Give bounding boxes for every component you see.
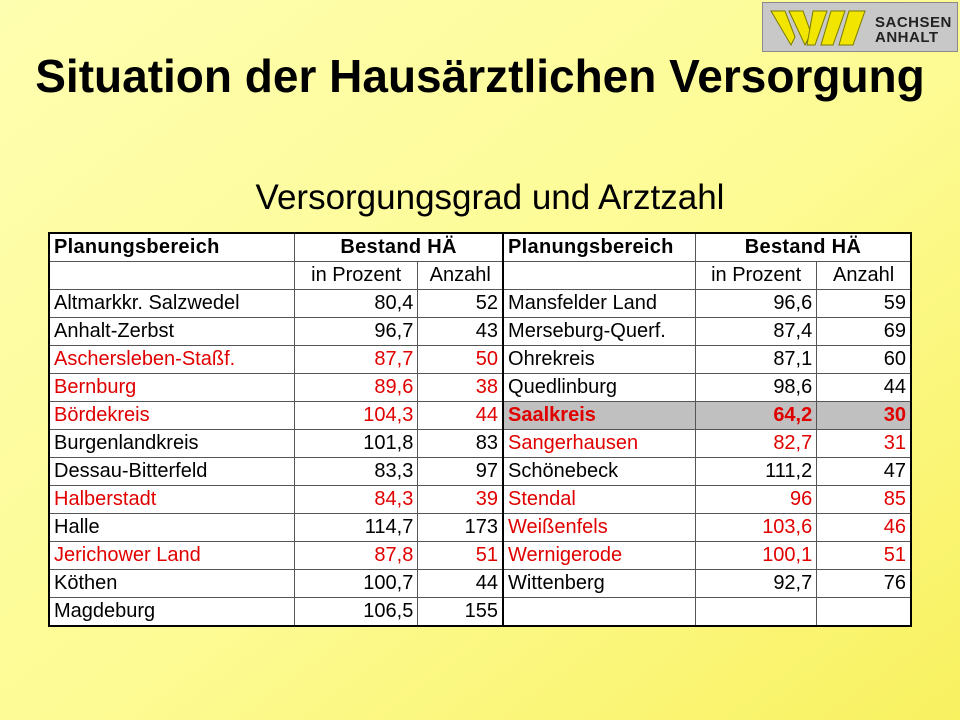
table-row [49, 374, 911, 402]
right-area-name-cell: Schönebeck [503, 458, 695, 486]
page-title: Situation der Hausärztlichen Versorgung [35, 50, 925, 102]
left-area-name-cell: Anhalt-Zerbst [49, 318, 295, 346]
table-row [49, 318, 911, 346]
left-area-name-cell: Bernburg [49, 374, 295, 402]
left-percent-cell: 114,7 [295, 514, 418, 542]
left-count-cell: 44 [418, 402, 503, 430]
table-row [49, 430, 911, 458]
header-area-left: Planungsbereich [49, 233, 295, 262]
left-percent-cell: 87,7 [295, 346, 418, 374]
left-count-cell: 39 [418, 486, 503, 514]
subheader-row [49, 262, 911, 290]
right-percent-cell: 100,1 [695, 542, 816, 570]
header-stock-left: Bestand HÄ [295, 233, 503, 262]
left-count-cell: 38 [418, 374, 503, 402]
right-percent-cell: 98,6 [695, 374, 816, 402]
right-area-name-cell [503, 598, 695, 627]
left-count-cell: 51 [418, 542, 503, 570]
table-row [49, 458, 911, 486]
left-count-cell: 44 [418, 570, 503, 598]
right-area-name-cell: Ohrekreis [503, 346, 695, 374]
right-count-cell: 76 [817, 570, 911, 598]
left-count-cell: 52 [418, 290, 503, 318]
left-percent-cell: 96,7 [295, 318, 418, 346]
left-percent-cell: 84,3 [295, 486, 418, 514]
right-count-cell: 69 [817, 318, 911, 346]
right-percent-cell: 87,4 [695, 318, 816, 346]
right-percent-cell: 87,1 [695, 346, 816, 374]
right-percent-cell: 111,2 [695, 458, 816, 486]
right-area-name-cell: Merseburg-Querf. [503, 318, 695, 346]
left-count-cell: 155 [418, 598, 503, 627]
logo-mark-icon [769, 7, 869, 49]
table-row [49, 542, 911, 570]
right-count-cell: 46 [817, 514, 911, 542]
right-percent-cell: 82,7 [695, 430, 816, 458]
table-row [49, 486, 911, 514]
table-row [49, 570, 911, 598]
page-subtitle: Versorgungsgrad und Arztzahl [255, 178, 725, 217]
right-count-cell: 59 [817, 290, 911, 318]
right-count-cell: 51 [817, 542, 911, 570]
right-count-cell: 60 [817, 346, 911, 374]
right-percent-cell: 96 [695, 486, 816, 514]
left-area-name-cell: Bördekreis [49, 402, 295, 430]
left-area-name-cell: Köthen [49, 570, 295, 598]
right-percent-cell: 96,6 [695, 290, 816, 318]
left-area-name-cell: Magdeburg [49, 598, 295, 627]
right-percent-cell: 92,7 [695, 570, 816, 598]
right-percent-cell: 64,2 [695, 402, 816, 430]
right-area-name-cell: Weißenfels [503, 514, 695, 542]
left-percent-cell: 87,8 [295, 542, 418, 570]
subheader-percent-left: in Prozent [295, 262, 418, 290]
left-count-cell: 97 [418, 458, 503, 486]
right-count-cell: 47 [817, 458, 911, 486]
subheader-blank-right [503, 262, 695, 290]
supply-table [48, 232, 912, 627]
logo-line-1: SACHSEN [875, 14, 952, 31]
left-count-cell: 43 [418, 318, 503, 346]
left-area-name-cell: Jerichower Land [49, 542, 295, 570]
left-area-name-cell: Altmarkkr. Salzwedel [49, 290, 295, 318]
table-row [49, 346, 911, 374]
left-percent-cell: 104,3 [295, 402, 418, 430]
right-area-name-cell: Wittenberg [503, 570, 695, 598]
subheader-count-left: Anzahl [418, 262, 503, 290]
right-area-name-cell: Wernigerode [503, 542, 695, 570]
sachsen-anhalt-logo [762, 2, 958, 52]
subheader-percent-right: in Prozent [695, 262, 816, 290]
header-row [49, 233, 911, 262]
left-count-cell: 173 [418, 514, 503, 542]
header-area-right: Planungsbereich [503, 233, 695, 262]
right-count-cell [817, 598, 911, 627]
right-area-name-cell: Sangerhausen [503, 430, 695, 458]
left-count-cell: 83 [418, 430, 503, 458]
table-row [49, 514, 911, 542]
left-count-cell: 50 [418, 346, 503, 374]
left-percent-cell: 106,5 [295, 598, 418, 627]
right-area-name-cell: Quedlinburg [503, 374, 695, 402]
right-area-name-cell: Mansfelder Land [503, 290, 695, 318]
right-area-name-cell: Stendal [503, 486, 695, 514]
left-area-name-cell: Burgenlandkreis [49, 430, 295, 458]
logo-line-2: ANHALT [875, 29, 939, 46]
right-area-name-cell: Saalkreis [503, 402, 695, 430]
table-row [49, 598, 911, 627]
right-count-cell: 85 [817, 486, 911, 514]
table-row [49, 402, 911, 430]
left-percent-cell: 83,3 [295, 458, 418, 486]
left-area-name-cell: Halle [49, 514, 295, 542]
right-percent-cell [695, 598, 816, 627]
table-row [49, 290, 911, 318]
header-stock-right: Bestand HÄ [695, 233, 911, 262]
left-area-name-cell: Dessau-Bitterfeld [49, 458, 295, 486]
left-percent-cell: 100,7 [295, 570, 418, 598]
left-area-name-cell: Halberstadt [49, 486, 295, 514]
right-percent-cell: 103,6 [695, 514, 816, 542]
left-percent-cell: 80,4 [295, 290, 418, 318]
right-count-cell: 44 [817, 374, 911, 402]
right-count-cell: 30 [817, 402, 911, 430]
right-count-cell: 31 [817, 430, 911, 458]
subheader-count-right: Anzahl [817, 262, 911, 290]
left-area-name-cell: Aschersleben-Staßf. [49, 346, 295, 374]
left-percent-cell: 89,6 [295, 374, 418, 402]
subheader-blank-left [49, 262, 295, 290]
left-percent-cell: 101,8 [295, 430, 418, 458]
